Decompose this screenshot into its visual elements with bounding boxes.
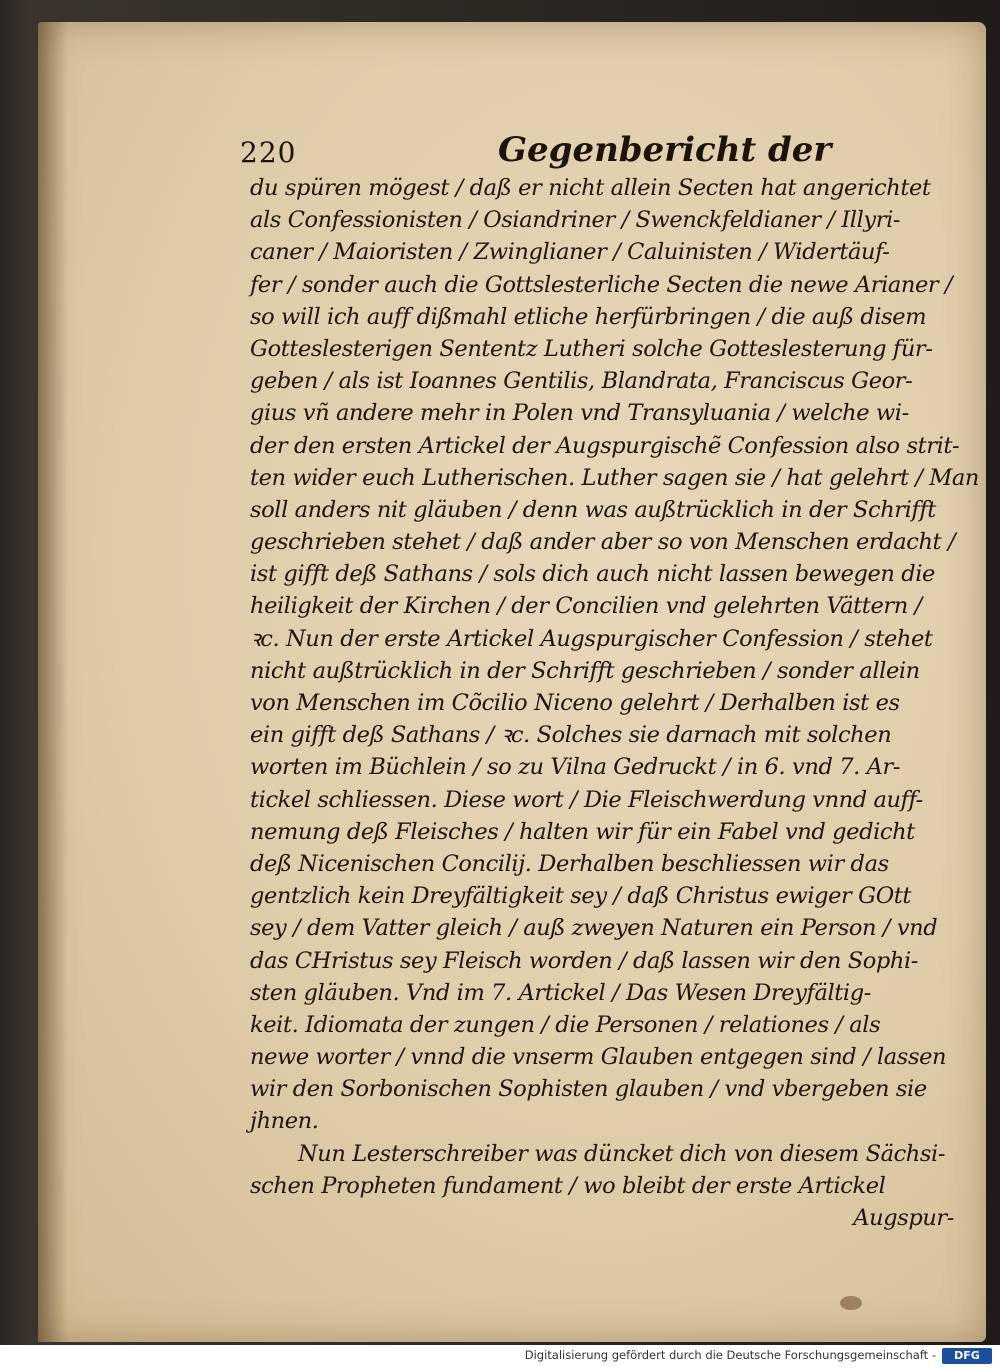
text-line: deß Nicenischen Concilij. Derhalben beschliessen wir das — [250, 850, 889, 877]
text-line: newe worter / vnnd die vnserm Glauben entgegen sind / lassen — [250, 1044, 947, 1071]
text-line: gius vñ andere mehr in Polen vnd Transyluania / welche wi- — [250, 400, 909, 427]
page-gutter-shadow — [38, 22, 68, 1342]
text-line: soll anders nit gläuben / denn was außtrücklich in der Schrifft — [250, 496, 936, 523]
text-line: geben / als ist Ioannes Gentilis, Blandrata, Franciscus Geor- — [250, 368, 913, 395]
text-line: ein gifft deß Sathans / ꝛc. Solches sie darnach mit solchen — [250, 722, 892, 749]
text-line: heiligkeit der Kirchen / der Concilien vnd gelehrten Vättern / — [250, 593, 922, 620]
dfg-logo: DFG — [942, 1348, 992, 1364]
text-line: sey / dem Vatter gleich / auß zweyen Naturen ein Person / vnd — [250, 915, 938, 942]
text-line: das CHristus sey Fleisch worden / daß lassen wir den Sophi- — [250, 947, 919, 974]
text-line: wir den Sorbonischen Sophisten glauben / vnd vbergeben sie — [250, 1076, 927, 1103]
text-line: ten wider euch Lutherischen. Luther sagen sie / hat gelehrt / Man — [250, 464, 980, 491]
text-line: worten im Büchlein / so zu Vilna Gedruckt / in 6. vnd 7. Ar- — [250, 754, 901, 781]
text-line: geschrieben stehet / daß ander aber so von Menschen erdacht / — [250, 529, 956, 556]
text-line: nicht außtrücklich in der Schrifft geschrieben / sonder allein — [250, 657, 920, 684]
text-line: ist gifft deß Sathans / sols dich auch nicht lassen bewegen die — [250, 561, 935, 588]
text-line: der den ersten Artickel der Augspurgischẽ Confession also strit- — [250, 432, 960, 459]
text-line: jhnen. — [250, 1108, 319, 1135]
text-line: du spüren mögest / daß er nicht allein Secten hat angerichtet — [250, 175, 931, 201]
ink-stain — [840, 1296, 862, 1310]
text-line: tickel schliessen. Diese wort / Die Fleischwerdung vnnd auff- — [250, 786, 923, 813]
page-number: 220 — [240, 136, 297, 169]
body-text — [250, 172, 980, 1234]
text-line: von Menschen im Cõcilio Niceno gelehrt / Derhalben ist es — [250, 690, 900, 716]
text-line: schen Propheten fundament / wo bleibt der erste Artickel — [250, 1172, 886, 1199]
text-line: gentzlich kein Dreyfältigkeit sey / daß Christus ewiger GOtt — [250, 883, 912, 910]
text-line: so will ich auff dißmahl etliche herfürbringen / die auß disem — [250, 303, 927, 330]
footer-bar — [0, 1345, 1000, 1368]
text-line: caner / Maioristen / Zwinglianer / Caluinisten / Widertäuf- — [250, 239, 890, 266]
running-head — [240, 130, 960, 174]
text-line: als Confessionisten / Osiandriner / Swenckfeldianer / Illyri- — [250, 207, 901, 234]
footer-credit: Digitalisierung gefördert durch die Deutsche Forschungsgemeinschaft - — [524, 1348, 936, 1362]
text-line: nemung deß Fleisches / halten wir für ein Fabel vnd gedicht — [250, 818, 915, 845]
running-title: Gegenbericht der — [498, 130, 832, 170]
text-line: fer / sonder auch die Gottslesterliche Secten die newe Arianer / — [250, 271, 953, 298]
text-line: ꝛc. Nun der erste Artickel Augspurgischer Confession / stehet — [250, 625, 933, 652]
catchword: Augspur- — [853, 1205, 954, 1231]
paragraph-start-line: Nun Lesterschreiber was düncket dich von diesem Sächsi- — [298, 1140, 946, 1167]
text-line: Gotteslesterigen Sententz Lutheri solche Gotteslesterung für- — [250, 335, 933, 362]
text-line: sten gläuben. Vnd im 7. Artickel / Das Wesen Dreyfältig- — [250, 979, 871, 1006]
text-line: keit. Idiomata der zungen / die Personen / relationes / als — [250, 1011, 881, 1038]
